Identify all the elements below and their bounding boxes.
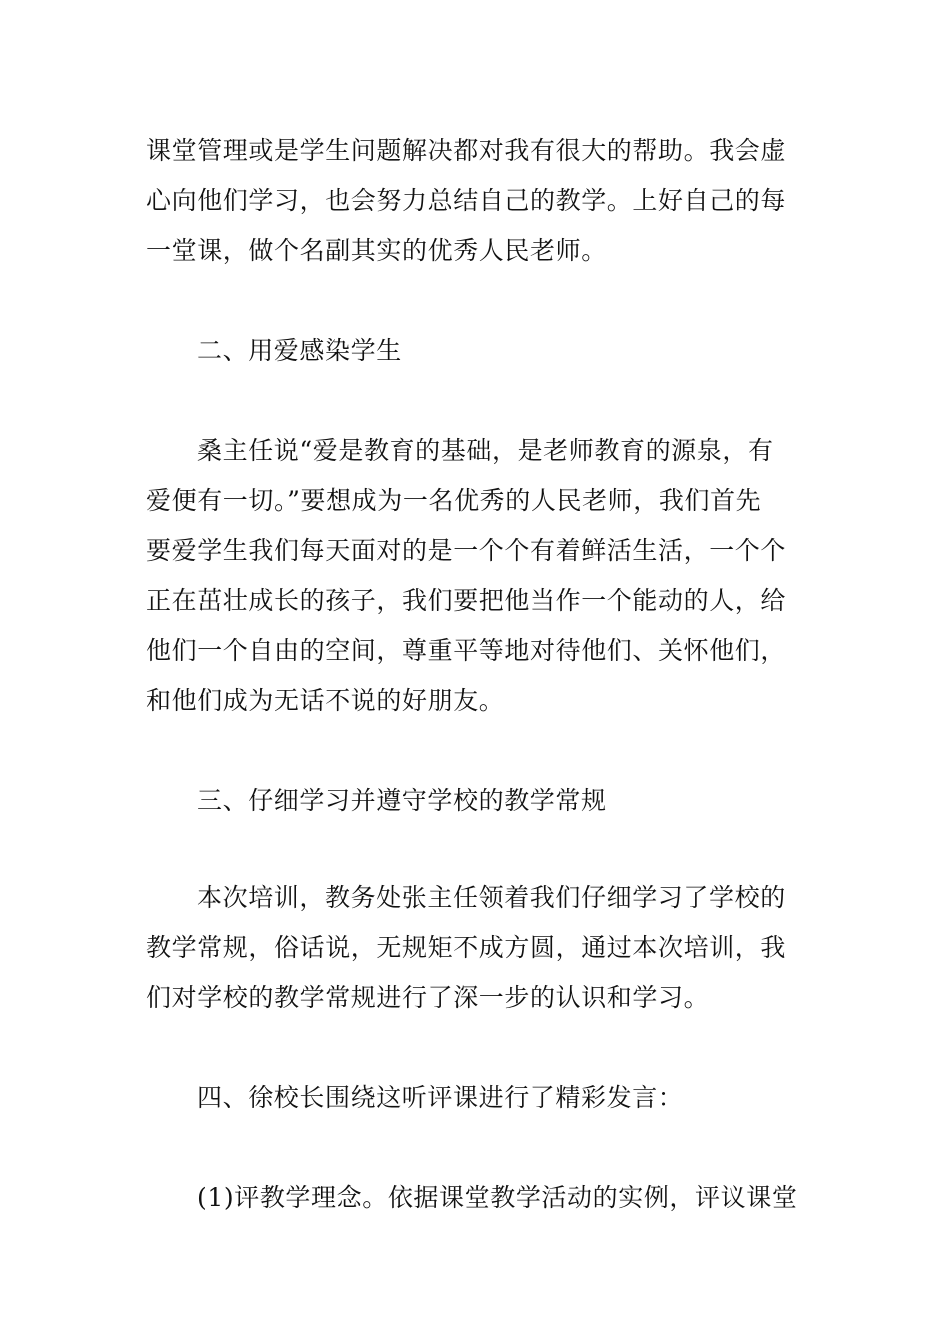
section-heading: 三、仔细学习并遵守学校的教学常规 [197,786,607,815]
paragraph-line: 正在茁壮成长的孩子，我们要把他当作一个能动的人，给 [146,586,787,615]
section-heading: 二、用爱感染学生 [197,336,402,365]
paragraph-line: 和他们成为无话不说的好朋友。 [146,686,505,715]
section-heading: 四、徐校长围绕这听评课进行了精彩发言： [197,1083,684,1112]
paragraph-line: 课堂管理或是学生问题解决都对我有很大的帮助。我会虚 [146,136,787,165]
paragraph-line: 本次培训，教务处张主任领着我们仔细学习了学校的 [197,883,786,912]
paragraph-line: 桑主任说“爱是教育的基础，是老师教育的源泉，有 [197,436,774,465]
paragraph-line: 们对学校的教学常规进行了深一步的认识和学习。 [146,983,710,1012]
paragraph-line: 一堂课，做个名副其实的优秀人民老师。 [146,236,607,265]
paragraph-line: 要爱学生我们每天面对的是一个个有着鲜活生活，一个个 [146,536,787,565]
paragraph-line: 教学常规，俗话说，无规矩不成方圆，通过本次培训，我 [146,933,787,962]
paragraph-line: 他们一个自由的空间，尊重平等地对待他们、关怀他们， [146,636,787,665]
paragraph-line: (1)评教学理念。依据课堂教学活动的实例，评议课堂 [197,1183,798,1212]
paragraph-line: 心向他们学习，也会努力总结自己的教学。上好自己的每 [146,186,787,215]
paragraph-line: 爱便有一切。”要想成为一名优秀的人民老师，我们首先 [146,486,762,515]
